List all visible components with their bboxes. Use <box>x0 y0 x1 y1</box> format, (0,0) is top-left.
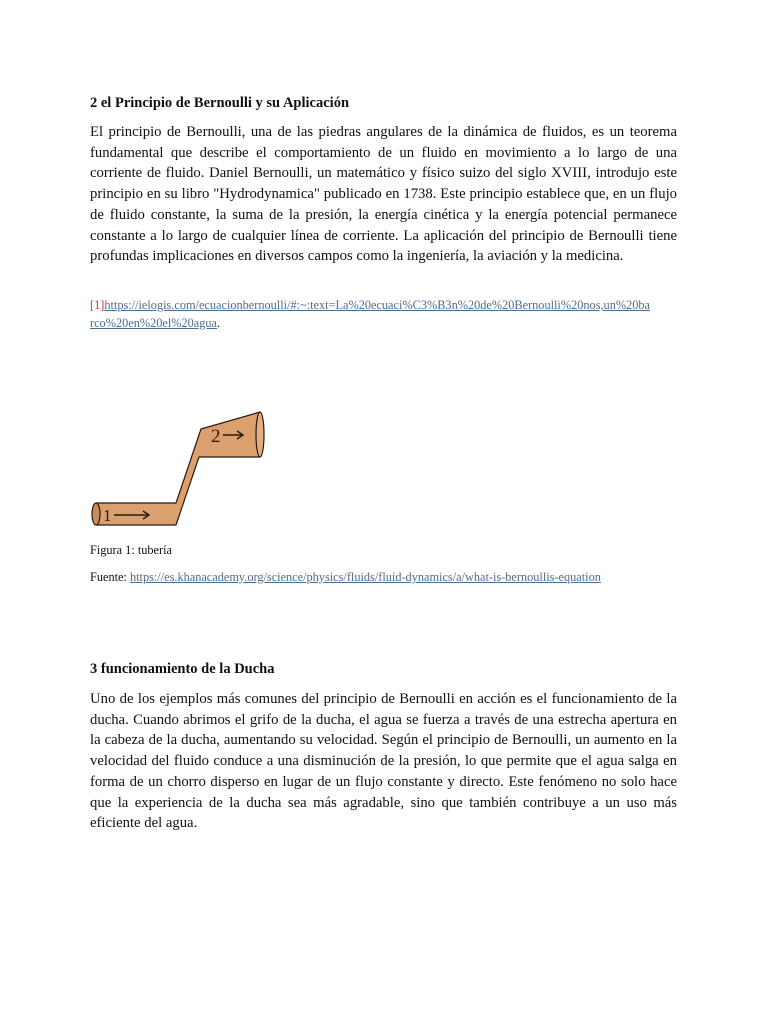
outlet-label: 2 <box>211 426 221 447</box>
pipe-outlet-end <box>256 412 264 457</box>
reference-footnote <box>90 297 650 332</box>
figure-caption: Figura 1: tubería <box>90 543 172 557</box>
section-3-paragraph: Uno de los ejemplos más comunes del principio de Bernoulli en acción es el funcionamiento de la ducha. Cuando abrimos el grifo de la ducha, el agua se fuerza a través de una estrecha apertura en la cabeza de la ducha, aumentando su velocidad. Según el principio de Bernoulli, un aumento en la velocidad del fluido conduce a una disminución de la presión, lo que permite que el agua salga en forma de un chorro disperso en lugar de un flujo constante y directo. Este fenómeno no solo hace que la experiencia de la ducha sea más agradable, sino que también contribuye a un uso más eficiente del agua. <box>90 691 677 832</box>
pipe-inlet-end <box>92 503 100 525</box>
reference-link[interactable]: https://ielogis.com/ecuacionbernoulli/#:~:text=La%20ecuaci%C3%B3n%20de%20Bernoulli%20nos,un%20barco%20en%20el%20agua <box>90 298 650 330</box>
figure-source <box>90 569 601 585</box>
reference-marker[interactable]: [1] <box>90 298 105 312</box>
inlet-label: 1 <box>103 506 112 525</box>
section-2-heading: 2 el Principio de Bernoulli y su Aplicación <box>90 95 350 111</box>
pipe-figure <box>90 404 265 528</box>
reference-trailing: . <box>217 315 221 330</box>
section-2-paragraph: El principio de Bernoulli, una de las piedras angulares de la dinámica de fluidos, es un teorema fundamental que describe el comportamiento de un fluido en movimiento a lo largo de una corriente de fluido. Daniel Bernoulli, un matemático y físico suizo del siglo XVIII, introdujo este principio en su libro "Hydrodynamica" publicado en 1738. Este principio establece que, en un flujo de fluido constante, la suma de la presión, la energía cinética y la energía potencial permanece constante a lo largo de cualquier línea de corriente. La aplicación del principio de Bernoulli tiene profundas implicaciones en diversos campos como la ingeniería, la aviación y la medicina. <box>90 124 677 265</box>
source-label: Fuente: <box>90 570 127 584</box>
pipe-body <box>96 412 260 525</box>
source-link[interactable]: https://es.khanacademy.org/science/physics/fluids/fluid-dynamics/a/what-is-bernoullis-equation <box>129 570 601 584</box>
section-3-heading: 3 funcionamiento de la Ducha <box>90 661 275 677</box>
